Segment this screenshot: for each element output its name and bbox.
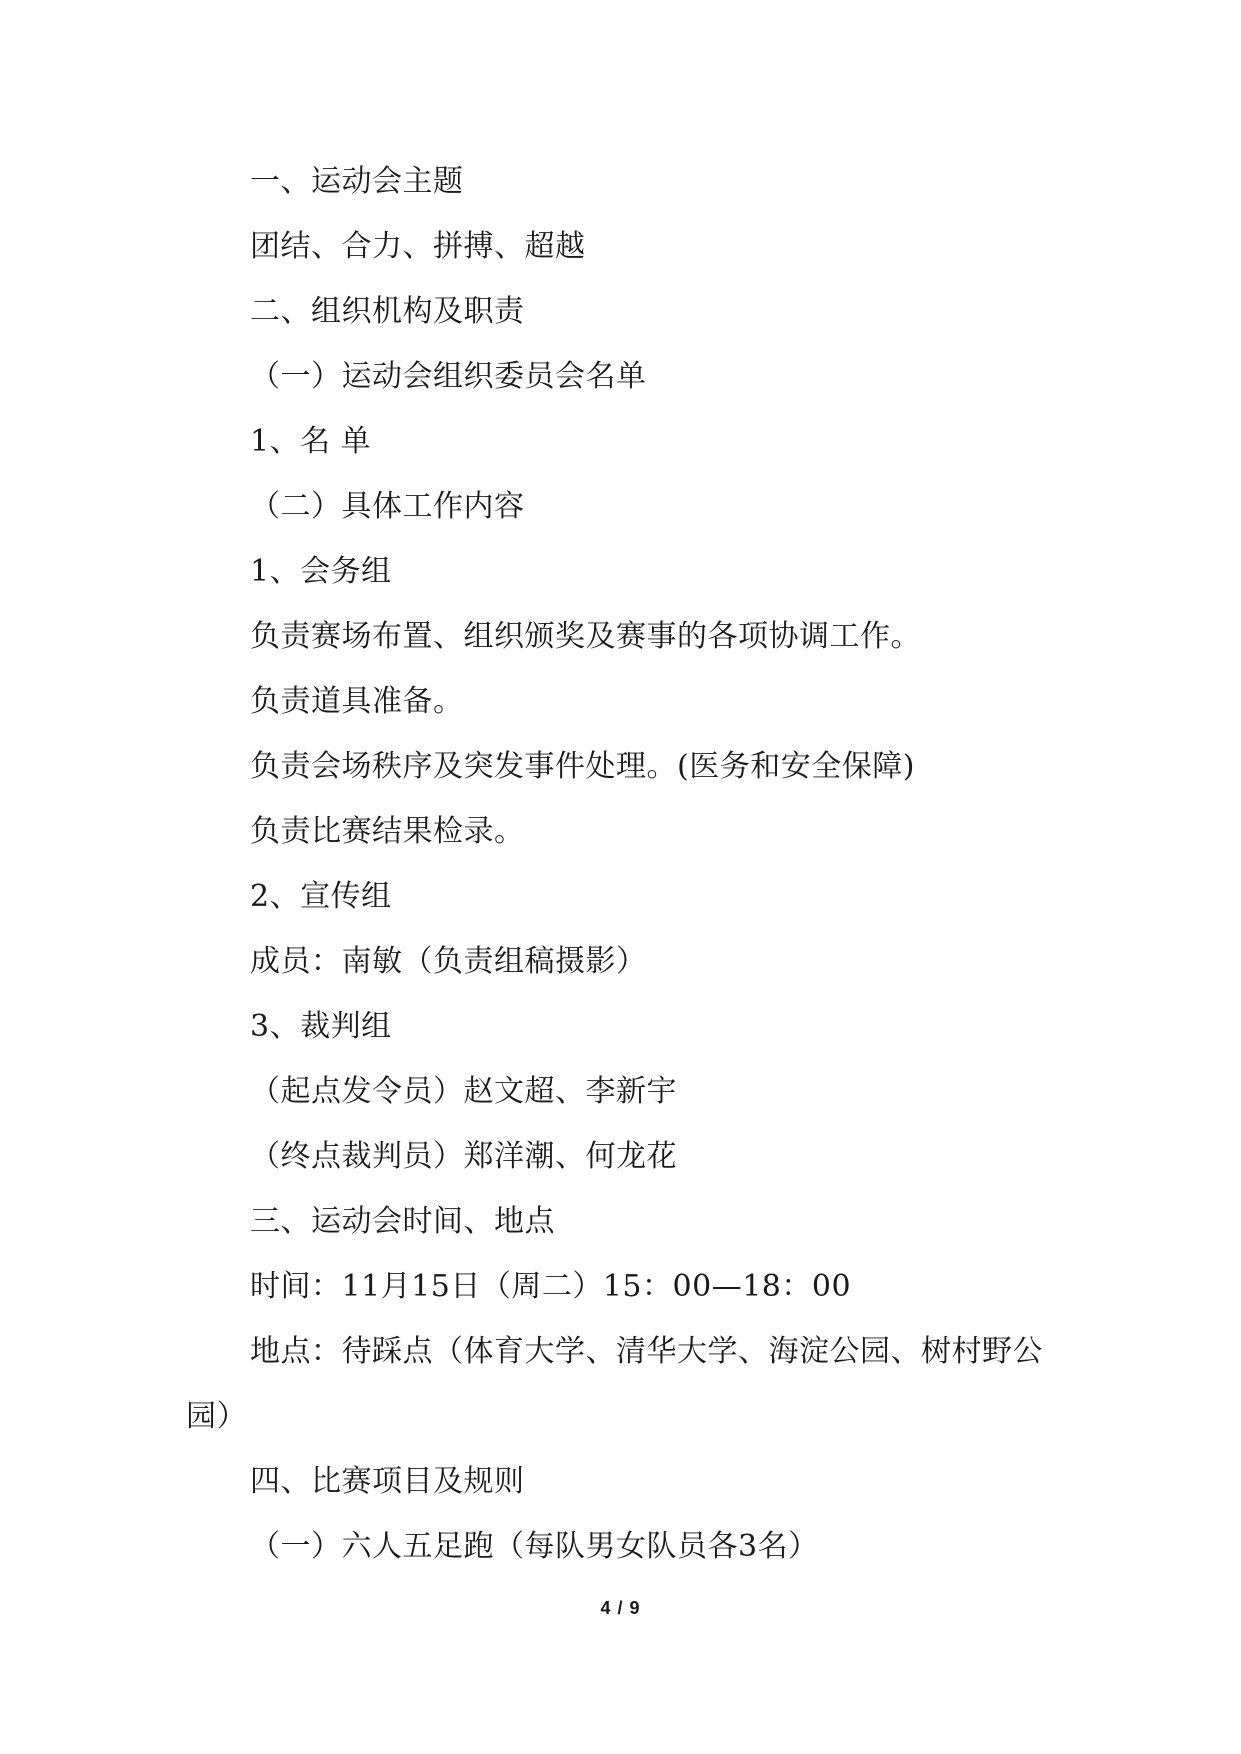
paragraph-place: 地点：待踩点（体育大学、清华大学、海淀公园、树村野公 — [250, 1334, 1043, 1369]
paragraph-finish-referees: （终点裁判员）郑洋潮、何龙花 — [250, 1139, 677, 1174]
paragraph-place-continued: 园） — [186, 1399, 247, 1434]
paragraph-publicity-group: 2、宣传组 — [250, 879, 392, 914]
paragraph-time: 时间：11月15日（周二）15：00—18：00 — [250, 1269, 852, 1304]
subheading-committee-list: （一）运动会组织委员会名单 — [250, 359, 647, 394]
paragraph-affairs-duty-2: 负责道具准备。 — [250, 684, 464, 719]
paragraph-affairs-duty-1: 负责赛场布置、组织颁奖及赛事的各项协调工作。 — [250, 619, 921, 654]
heading-organization: 二、组织机构及职责 — [250, 294, 525, 329]
paragraph-start-referees: （起点发令员）赵文超、李新宇 — [250, 1074, 677, 1109]
paragraph-affairs-duty-3: 负责会场秩序及突发事件处理。(医务和安全保障) — [250, 749, 915, 784]
heading-theme: 一、运动会主题 — [250, 164, 464, 199]
paragraph-theme-text: 团结、合力、拼搏、超越 — [250, 229, 586, 264]
page-number: 4 / 9 — [600, 1598, 641, 1618]
paragraph-referee-group: 3、裁判组 — [250, 1009, 392, 1044]
heading-time-place: 三、运动会时间、地点 — [250, 1204, 555, 1239]
paragraph-affairs-group: 1、会务组 — [250, 554, 392, 589]
paragraph-affairs-duty-4: 负责比赛结果检录。 — [250, 814, 525, 849]
subheading-six-person-race: （一）六人五足跑（每队男女队员各3名） — [250, 1529, 819, 1564]
paragraph-list-label: 1、名 单 — [250, 424, 372, 459]
subheading-work-content: （二）具体工作内容 — [250, 489, 525, 524]
heading-events-rules: 四、比赛项目及规则 — [250, 1464, 525, 1499]
paragraph-publicity-members: 成员：南敏（负责组稿摄影） — [250, 944, 647, 979]
